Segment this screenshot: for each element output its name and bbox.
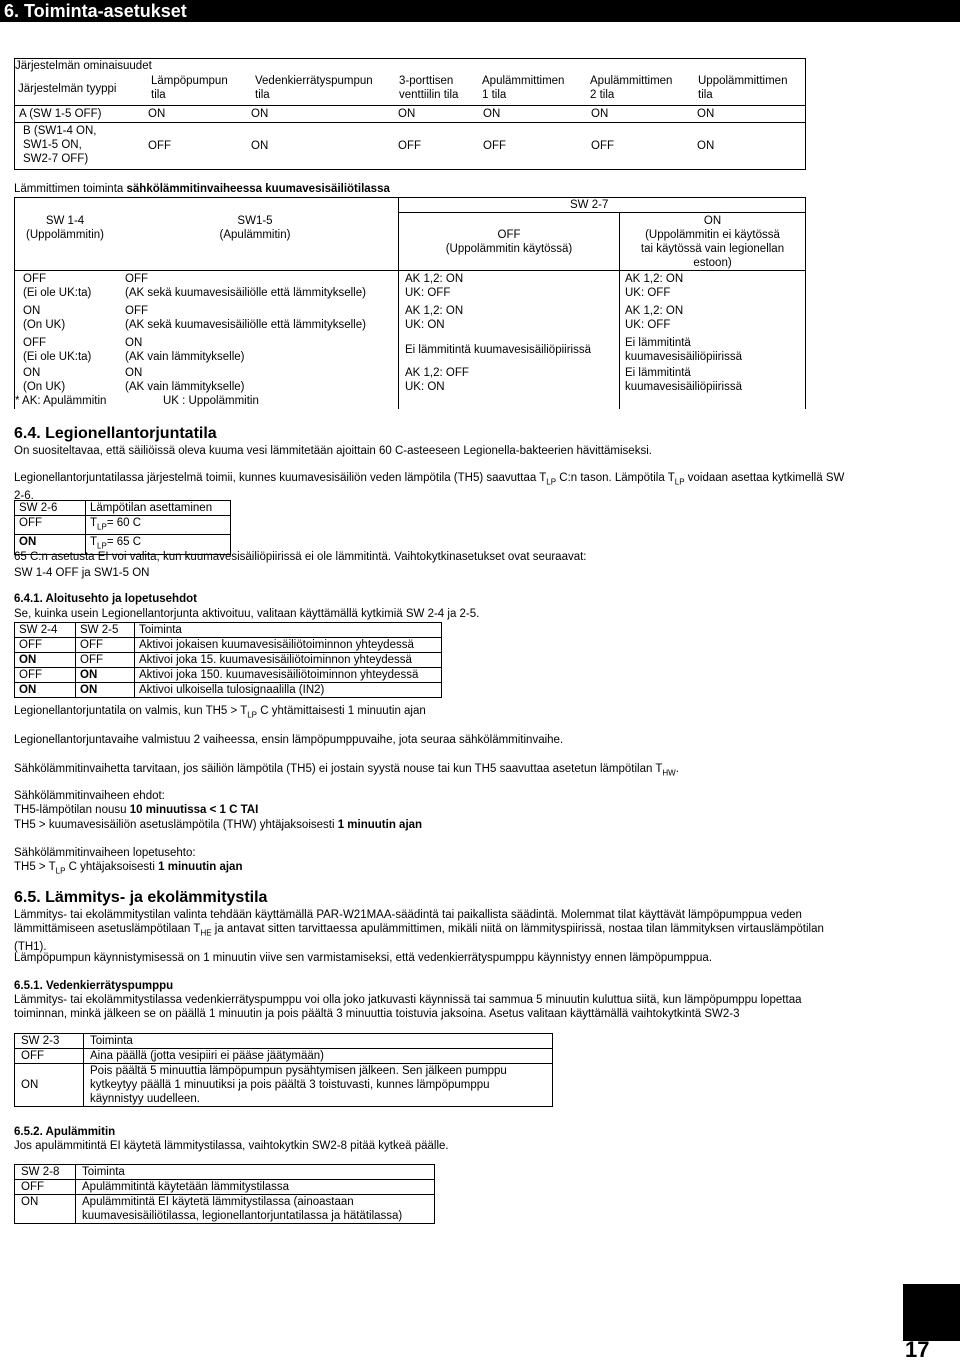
s64-note2: SW 1-4 OFF ja SW1-5 ON <box>14 567 150 579</box>
col-immersion: Uppolämmittimen tila <box>698 75 788 101</box>
chapter-header <box>0 0 960 22</box>
s64-done: Legionellantorjuntatila on valmis, kun $TH5 > T_{LP}$ C yhtämittaisesti 1 minuutin ajan <box>14 705 426 720</box>
s64-phase: Legionellantorjuntavaihe valmistuu 2 vaiheessa, ensin lämpöpumppuvaihe, jota seuraa sähkölämmitinvaihe. <box>14 734 564 746</box>
hr-a: OFF (Ei ole UK:ta) <box>23 337 92 363</box>
footnote-uk: UK : Uppolämmitin <box>163 395 259 407</box>
section-6-4-1-title: 6.4.1. Aloitusehto ja lopetusehdot <box>14 593 197 605</box>
chapter-title: 6. Toiminta-asetukset <box>4 1 187 21</box>
h-sw15: SW1-5 (Apulämmitin) <box>219 215 291 241</box>
page-number-block <box>887 1284 960 1362</box>
sw24-25-table: SW 2-4 SW 2-5 Toiminta OFF OFF Aktivoi jokaisen kuumavesisäiliötoiminnon yhteydessä ON OFF Aktivoi joka 15. kuumavesisäiliötoiminnon yhteydessä OFF ON Aktivoi joka 150. kuumavesisäiliötoiminnon yhteydessä ON ON Aktivoi ulkoisella tulosignaalilla (IN2) <box>14 622 442 698</box>
section-6-5-1-title: 6.5.1. Vedenkierrätyspumppu <box>14 980 174 992</box>
s652-p: Jos apulämmitintä EI käytetä lämmitystilassa, vaihtokytkin SW2-8 pitää kytkeä päälle. <box>14 1140 449 1152</box>
s64-stop-title: Sähkölämmitinvaiheen lopetusehto: <box>14 847 196 859</box>
system-table <box>14 74 805 104</box>
sw26-table: SW 2-6 Lämpötilan asettaminen OFF $T_{LP}= 60$ C ON $T_{LP}= 65$ C <box>14 500 231 555</box>
row-b-val: OFF <box>591 140 614 152</box>
page-number: 17 <box>905 1337 930 1362</box>
row-a-val: ON <box>148 108 166 120</box>
row-b-val: ON <box>697 140 715 152</box>
row-b-val: OFF <box>148 140 171 152</box>
system-type-label: Järjestelmän tyyppi <box>18 83 117 95</box>
hr-a: ON (On UK) <box>23 367 66 393</box>
sw28-table: SW 2-8 Toiminta OFF Apulämmitintä käytetään lämmitystilassa ON Apulämmitintä EI käytetä lämmitystilassa (ainoastaan kuumavesisäiliötilassa, legionellantorjuntatilassa ja hätätilassa) <box>14 1164 435 1224</box>
row-a-label: A (SW 1-5 OFF) <box>19 108 102 120</box>
hr-a: OFF (Ei ole UK:ta) <box>23 273 92 299</box>
s64-need: Sähkölämmitinvaihetta tarvitaan, jos säiliön lämpötila (TH5) ei jostain syystä nouse tai kun TH5 saavuttaa asetetun lämpötilan $T_{HW}$. <box>14 763 679 778</box>
h-off: OFF (Uppolämmitin käytössä) <box>445 229 573 255</box>
page-tab-marker <box>903 1284 960 1341</box>
hr-a: ON (On UK) <box>23 305 66 331</box>
s64-note1: 65 C:n asetusta EI voi valita, kun kuumavesisäiliöpiirissä ei ole lämmitintä. Vaihtokytkinasetukset ovat seuraavat: <box>14 551 587 563</box>
col-booster2: Apulämmittimen 2 tila <box>590 75 673 101</box>
hr-d: Ei lämmitintä kuumavesisäiliöpiirissä <box>625 367 742 393</box>
row-a-val: ON <box>398 108 416 120</box>
s64-p1: On suositeltavaa, että säiliöissä oleva kuuma vesi lämmitetään ajoittain 60 C-asteeseen Legionella-bakteerien hävittämiseksi. <box>14 445 652 457</box>
hr-d: AK 1,2: ON UK: OFF <box>625 273 684 299</box>
row-b-val: OFF <box>398 140 421 152</box>
hr-b: OFF (AK sekä kuumavesisäiliölle että lämmitykselle) <box>125 273 366 299</box>
row-b-label: B (SW1-4 ON, SW1-5 ON, SW2-7 OFF) <box>23 125 97 165</box>
h-on: ON (Uppolämmitin ei käytössä tai käytössä vain legionellan estoon) <box>640 215 785 269</box>
s65-p1: Lämmitys- tai ekolämmitystilan valinta tehdään käyttämällä PAR-W21MAA-säädintä tai paikallista säädintä. Molemmat tilat käyttävät lämpöpumppua veden lämmittämiseen asetuslämpötilaan $T_{HE}$ ja antavat sitten tarvittaessa apulämmittimen, mikäli niitä on lämmityspiirissä, nostaa tilan lämmityksen virtauslämpötilan (TH1). <box>14 909 824 954</box>
s651-p: Lämmitys- tai ekolämmitystilassa vedenkierrätyspumppu voi olla joko jatkuvasti käynnissä tai sammua 5 minuutin kuluttua siitä, kun lämpöpumppu lopettaa toiminnan, minkä jälkeen se on päällä 1 minuutin ja pois päältä 3 minuuttia toistuvia jaksoina. Asetus valitaan käyttämällä vaihtokytkintä SW2-3 <box>14 994 802 1020</box>
row-a-val: ON <box>483 108 501 120</box>
sw23-table: SW 2-3 Toiminta OFF Aina päällä (jotta vesipiiri ei pääse jäätymään) ON Pois päältä 5 minuuttia lämpöpumpun pysähtymisen jälkeen. Sen jälkeen pumppu kytkeytyy päällä 1 minuutiksi ja pois päältä 3 toistuvasti, kunnes lämpöpumppu käynnistyy uudelleen. <box>14 1033 553 1107</box>
s64-cond1: TH5-lämpötilan nousu 10 minuutissa < 1 C TAI <box>14 804 259 816</box>
col-3way-valve: 3-porttisen venttiilin tila <box>399 75 459 101</box>
section-6-5-2-title: 6.5.2. Apulämmitin <box>14 1126 116 1138</box>
section-6-4-title: 6.4. Legionellantorjuntatila <box>14 425 217 442</box>
heater-caption: Lämmittimen toiminta sähkölämmitinvaiheessa kuumavesisäiliötilassa <box>14 183 390 195</box>
section-6-4 <box>14 424 217 444</box>
system-features-title: Järjestelmän ominaisuudet <box>15 60 152 72</box>
hr-d: AK 1,2: ON UK: OFF <box>625 305 684 331</box>
hr-b: ON (AK vain lämmitykselle) <box>125 367 245 393</box>
section-6-5 <box>14 888 267 908</box>
hr-b: ON (AK vain lämmitykselle) <box>125 337 245 363</box>
row-b-val: OFF <box>483 140 506 152</box>
s64-stop: $TH5 > T_{LP}$ C yhtäjaksoisesti 1 minuutin ajan <box>14 861 243 876</box>
s64-cond-title: Sähkölämmitinvaiheen ehdot: <box>14 790 165 802</box>
s65-p2: Lämpöpumpun käynnistymisessä on 1 minuutin viive sen varmistamiseksi, että vedenkierrätyspumppu käynnistyy ennen lämpöpumppua. <box>14 952 713 964</box>
row-b-val: ON <box>251 140 269 152</box>
row-a-val: ON <box>591 108 609 120</box>
hr-c: AK 1,2: ON UK: ON <box>405 305 464 331</box>
hr-c: AK 1,2: ON UK: OFF <box>405 273 464 299</box>
col-circ-pump: Vedenkierrätyspumpun tila <box>255 75 373 101</box>
s641-p: Se, kuinka usein Legionellantorjunta aktivoituu, valitaan käyttämällä kytkimiä SW 2-4 ja 2-5. <box>14 608 480 620</box>
hr-c: Ei lämmitintä kuumavesisäiliöpiirissä <box>405 344 591 356</box>
footnote-ak: * AK: Apulämmitin <box>15 395 107 407</box>
s64-p2: Legionellantorjuntatilassa järjestelmä toimii, kunnes kuumavesisäiliön veden lämpötila (TH5) saavuttaa $T_{LP}$ C:n tason. Lämpötila $T_{LP}$ voidaan asettaa kytkimellä SW 2-6. <box>14 472 845 503</box>
heater-table <box>14 197 806 409</box>
hr-d: Ei lämmitintä kuumavesisäiliöpiirissä <box>625 337 742 363</box>
hr-c: AK 1,2: OFF UK: ON <box>405 367 469 393</box>
system-features-box <box>14 58 806 170</box>
hr-b: OFF (AK sekä kuumavesisäiliölle että lämmitykselle) <box>125 305 366 331</box>
col-booster1: Apulämmittimen 1 tila <box>482 75 565 101</box>
sw27-header: SW 2-7 <box>570 199 609 211</box>
row-a-val: ON <box>697 108 715 120</box>
col-heatpump: Lämpöpumpun tila <box>151 75 228 101</box>
s64-cond2: TH5 > kuumavesisäiliön asetuslämpötila (THW) yhtäjaksoisesti 1 minuutin ajan <box>14 819 423 831</box>
h-sw14: SW 1-4 (Uppolämmitin) <box>26 215 104 241</box>
row-a-val: ON <box>251 108 269 120</box>
section-6-5-title: 6.5. Lämmitys- ja ekolämmitystila <box>14 889 268 906</box>
